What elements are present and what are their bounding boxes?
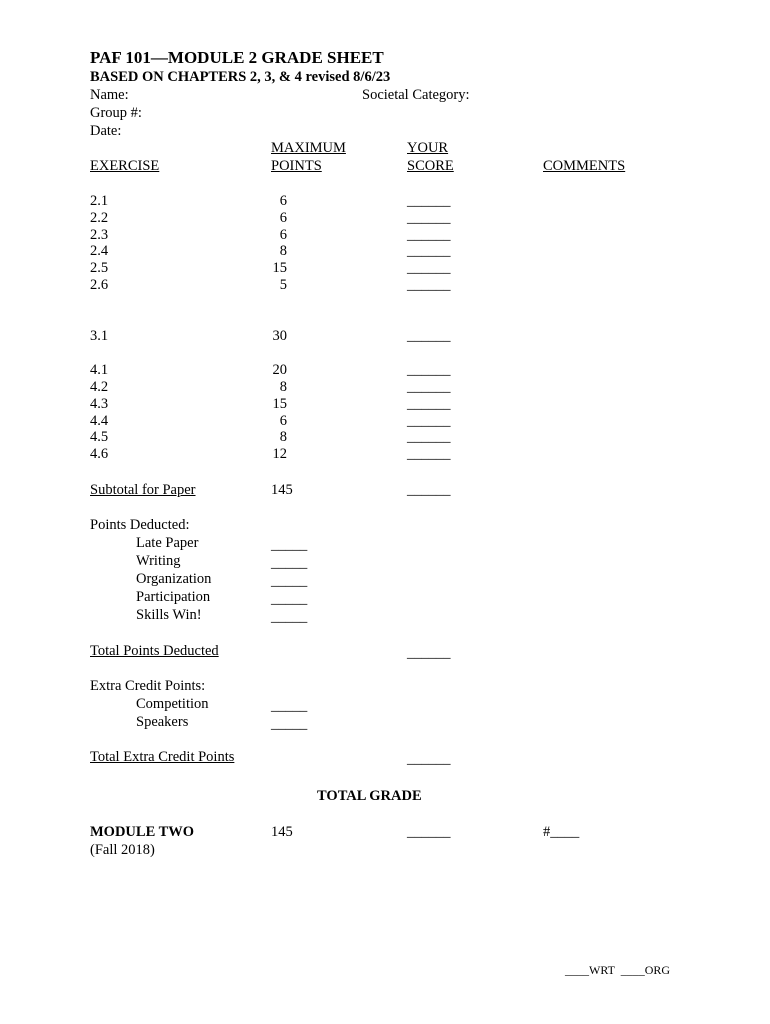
exercise-id: 4.3 (90, 396, 109, 412)
extra-credit-blank[interactable]: _____ (271, 716, 308, 732)
exercise-id: 2.2 (90, 210, 109, 226)
score-blank[interactable]: ______ (407, 328, 451, 344)
subtotal-label: Subtotal for Paper (90, 482, 196, 498)
exercise-max: 20 (272, 362, 287, 378)
deduction-item: Late Paper (136, 535, 199, 551)
exercise-max: 8 (279, 379, 287, 395)
exercise-id: 2.3 (90, 227, 109, 243)
exercise-id: 4.5 (90, 429, 109, 445)
score-blank[interactable]: ______ (407, 277, 451, 293)
exercise-id: 4.2 (90, 379, 109, 395)
score-blank[interactable]: ______ (407, 193, 451, 209)
module-score-blank[interactable]: ______ (407, 824, 451, 840)
exercise-max: 5 (279, 277, 287, 293)
exercise-id: 2.4 (90, 243, 109, 259)
total-deducted-blank[interactable]: ______ (407, 645, 451, 661)
your-score-header-line1: YOUR (407, 140, 449, 156)
subtotal-max: 145 (271, 482, 293, 498)
page-title: PAF 101—MODULE 2 GRADE SHEET (90, 48, 384, 67)
exercise-max: 8 (279, 429, 287, 445)
deduction-blank[interactable]: _____ (271, 555, 308, 571)
exercise-max: 6 (279, 193, 287, 209)
module-label: MODULE TWO (90, 824, 195, 840)
extra-credit-item: Competition (136, 696, 209, 712)
exercise-max: 15 (272, 260, 287, 276)
score-blank[interactable]: ______ (407, 210, 451, 226)
score-blank[interactable]: ______ (407, 362, 451, 378)
subtotal-score-blank[interactable]: ______ (407, 482, 451, 498)
module-term: (Fall 2018) (90, 842, 155, 858)
points-deducted-label: Points Deducted: (90, 517, 190, 533)
exercise-id: 2.6 (90, 277, 109, 293)
deduction-blank[interactable]: _____ (271, 591, 308, 607)
date-label: Date: (90, 123, 122, 139)
exercise-id: 2.5 (90, 260, 109, 276)
extra-credit-item: Speakers (136, 714, 189, 730)
deduction-item: Skills Win! (136, 607, 202, 623)
score-blank[interactable]: ______ (407, 396, 451, 412)
exercise-max: 30 (272, 328, 287, 344)
exercise-max: 6 (279, 227, 287, 243)
page-subtitle: BASED ON CHAPTERS 2, 3, & 4 revised 8/6/23 (90, 69, 391, 85)
deduction-blank[interactable]: _____ (271, 609, 308, 625)
deduction-item: Participation (136, 589, 211, 605)
your-score-header-line2: SCORE (407, 158, 454, 174)
score-blank[interactable]: ______ (407, 227, 451, 243)
comments-header: COMMENTS (543, 158, 626, 174)
max-points-header-line2: POINTS (271, 158, 322, 174)
exercise-id: 3.1 (90, 328, 109, 344)
module-max: 145 (271, 824, 293, 840)
exercise-id: 2.1 (90, 193, 109, 209)
group-label: Group #: (90, 105, 142, 121)
exercise-id: 4.4 (90, 413, 109, 429)
societal-category-label: Societal Category: (362, 87, 470, 103)
score-blank[interactable]: ______ (407, 379, 451, 395)
name-label: Name: (90, 87, 129, 103)
exercise-id: 4.6 (90, 446, 109, 462)
deduction-blank[interactable]: _____ (271, 537, 308, 553)
total-points-deducted-label: Total Points Deducted (90, 643, 219, 659)
module-hash-blank[interactable]: #____ (543, 824, 580, 840)
total-extra-credit-label: Total Extra Credit Points (90, 749, 235, 765)
score-blank[interactable]: ______ (407, 413, 451, 429)
max-points-header-line1: MAXIMUM (271, 140, 346, 156)
deduction-item: Organization (136, 571, 212, 587)
score-blank[interactable]: ______ (407, 260, 451, 276)
total-grade-heading: TOTAL GRADE (317, 788, 422, 804)
exercise-header: EXERCISE (90, 158, 160, 174)
exercise-id: 4.1 (90, 362, 109, 378)
exercise-max: 8 (279, 243, 287, 259)
deduction-blank[interactable]: _____ (271, 573, 308, 589)
exercise-max: 6 (279, 210, 287, 226)
score-blank[interactable]: ______ (407, 429, 451, 445)
exercise-max: 12 (272, 446, 287, 462)
extra-credit-blank[interactable]: _____ (271, 698, 308, 714)
deduction-item: Writing (136, 553, 181, 569)
total-extra-credit-blank[interactable]: ______ (407, 751, 451, 767)
exercise-max: 6 (279, 413, 287, 429)
footer-initials: ____WRT ____ORG (565, 963, 671, 977)
extra-credit-label: Extra Credit Points: (90, 678, 206, 694)
exercise-max: 15 (272, 396, 287, 412)
score-blank[interactable]: ______ (407, 243, 451, 259)
score-blank[interactable]: ______ (407, 446, 451, 462)
